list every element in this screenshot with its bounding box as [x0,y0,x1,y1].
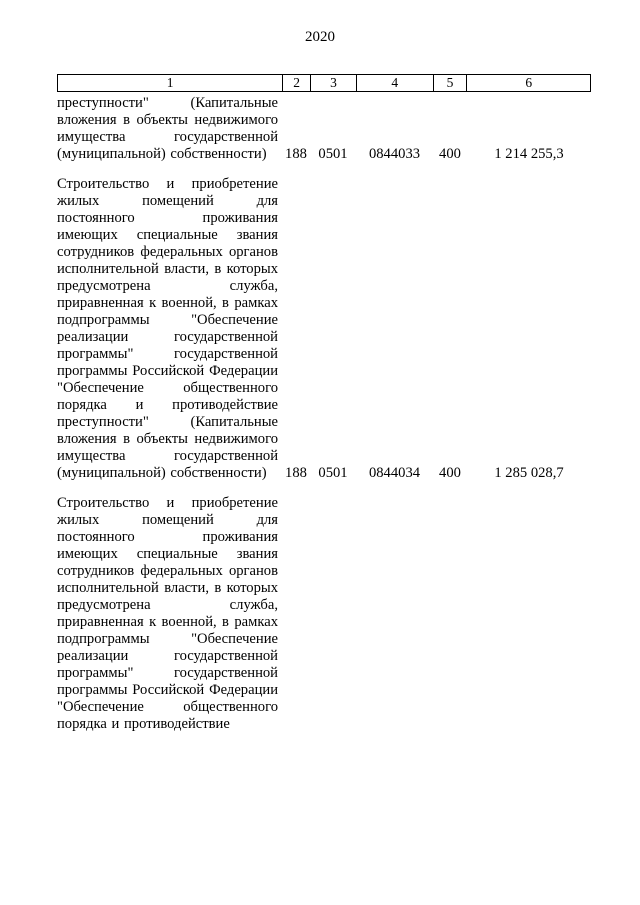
table-row [57,95,591,163]
table-row [57,176,591,482]
column-header-1: 1 [166,75,174,90]
table-header-row [57,74,591,92]
column-header-5: 5 [433,75,467,91]
column-header-2: 2 [282,75,310,91]
cell-amount: 1 214 255,3 [494,146,564,162]
cell-chapter-code: 188 [285,146,307,162]
table-row [57,495,591,733]
cell-target-article-code: 0844034 [368,465,421,481]
cell-expense-type-code: 400 [439,465,461,481]
column-header-4: 4 [356,75,433,91]
budget-table [57,74,591,733]
cell-section-code: 0501 [318,465,348,481]
column-header-3: 3 [310,75,356,91]
cell-chapter-code: 188 [285,465,307,481]
row-name-text: Строительство и приобретение жилых помещений для постоянного проживания имеющих специальные звания сотрудников федеральных органов исполнительной власти, в которых предусмотрена служба, приравненная к военной, в рамках подпрограммы "Обеспечение реализации государственной программы" государственной программы Российской Федерации "Обеспечение общественного порядка и противодействие преступности" (Капитальные вложения в объекты недвижимого имущества государственной (муниципальной) собственности) [57,176,278,481]
cell-section-code: 0501 [318,146,348,162]
cell-target-article-code: 0844033 [368,146,421,162]
row-name-text: преступности" (Капитальные вложения в объекты недвижимого имущества государственной (муниципальной) собственности) [57,95,278,162]
cell-expense-type-code: 400 [439,146,461,162]
row-name-text: Строительство и приобретение жилых помещений для постоянного проживания имеющих специальные звания сотрудников федеральных органов исполнительной власти, в которых предусмотрена служба, приравненная к военной, в рамках подпрограммы "Обеспечение реализации государственной программы" государственной программы Российской Федерации "Обеспечение общественного порядка и противодействие [57,495,278,732]
page-number: 2020 [305,29,335,45]
column-header-6: 6 [466,75,590,91]
cell-amount: 1 285 028,7 [494,465,564,481]
